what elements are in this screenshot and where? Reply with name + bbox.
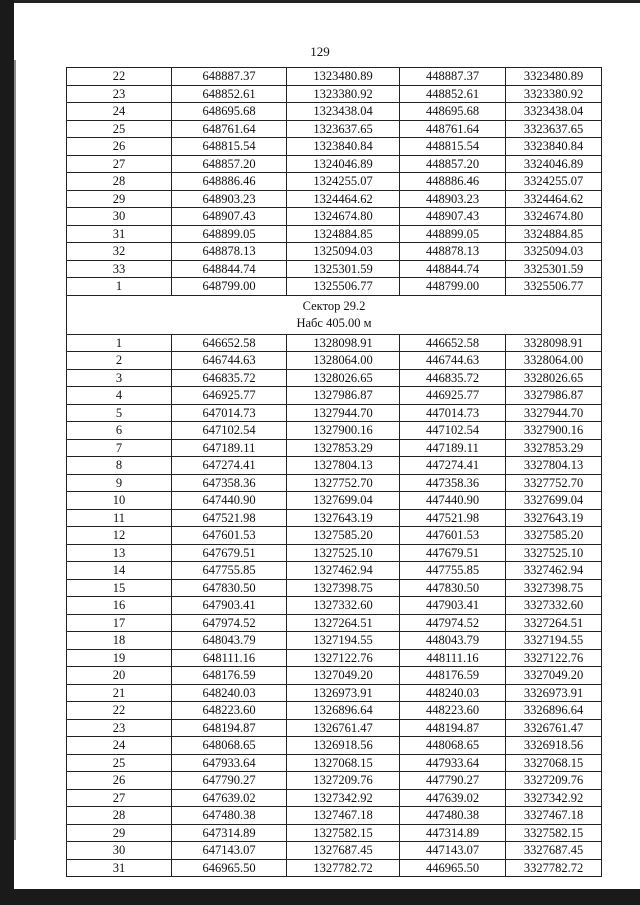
point-number-cell: 23 <box>67 719 172 737</box>
x2-coordinate-cell: 447440.90 <box>400 492 506 510</box>
point-number-cell: 33 <box>67 260 172 278</box>
point-number-cell: 22 <box>67 702 172 720</box>
y-coordinate-cell: 1326761.47 <box>287 719 400 737</box>
table-row <box>67 527 602 545</box>
y-coordinate-cell: 1323380.92 <box>287 85 400 103</box>
y2-coordinate-cell: 3327194.55 <box>506 632 602 650</box>
y-coordinate-cell: 1327585.20 <box>287 527 400 545</box>
x2-coordinate-cell: 448887.37 <box>400 68 506 86</box>
point-number-cell: 28 <box>67 173 172 191</box>
y2-coordinate-cell: 3327944.70 <box>506 404 602 422</box>
x-coordinate-cell: 648240.03 <box>172 684 287 702</box>
y-coordinate-cell: 1327398.75 <box>287 579 400 597</box>
x2-coordinate-cell: 446965.50 <box>400 859 506 877</box>
y-coordinate-cell: 1327944.70 <box>287 404 400 422</box>
x2-coordinate-cell: 448240.03 <box>400 684 506 702</box>
y2-coordinate-cell: 3327049.20 <box>506 667 602 685</box>
table-row <box>67 702 602 720</box>
x2-coordinate-cell: 448899.05 <box>400 225 506 243</box>
scan-border-left <box>0 0 14 905</box>
x2-coordinate-cell: 448695.68 <box>400 103 506 121</box>
x-coordinate-cell: 648111.16 <box>172 649 287 667</box>
y2-coordinate-cell: 3327585.20 <box>506 527 602 545</box>
x-coordinate-cell: 648194.87 <box>172 719 287 737</box>
y-coordinate-cell: 1327332.60 <box>287 597 400 615</box>
y-coordinate-cell: 1327804.13 <box>287 457 400 475</box>
x-coordinate-cell: 648043.79 <box>172 632 287 650</box>
x-coordinate-cell: 646965.50 <box>172 859 287 877</box>
point-number-cell: 19 <box>67 649 172 667</box>
x-coordinate-cell: 648761.64 <box>172 120 287 138</box>
y-coordinate-cell: 1327900.16 <box>287 422 400 440</box>
table-row <box>67 352 602 370</box>
table-row <box>67 190 602 208</box>
x2-coordinate-cell: 447755.85 <box>400 562 506 580</box>
x-coordinate-cell: 647314.89 <box>172 824 287 842</box>
y2-coordinate-cell: 3326761.47 <box>506 719 602 737</box>
point-number-cell: 24 <box>67 737 172 755</box>
table-row <box>67 155 602 173</box>
y-coordinate-cell: 1325301.59 <box>287 260 400 278</box>
y2-coordinate-cell: 3323637.65 <box>506 120 602 138</box>
sector-header-cell <box>67 295 602 334</box>
y-coordinate-cell: 1323438.04 <box>287 103 400 121</box>
point-number-cell: 17 <box>67 614 172 632</box>
y2-coordinate-cell: 3324884.85 <box>506 225 602 243</box>
x2-coordinate-cell: 448857.20 <box>400 155 506 173</box>
y-coordinate-cell: 1327122.76 <box>287 649 400 667</box>
point-number-cell: 27 <box>67 789 172 807</box>
table-row <box>67 120 602 138</box>
y2-coordinate-cell: 3326918.56 <box>506 737 602 755</box>
y2-coordinate-cell: 3323438.04 <box>506 103 602 121</box>
y-coordinate-cell: 1326973.91 <box>287 684 400 702</box>
x-coordinate-cell: 647755.85 <box>172 562 287 580</box>
y2-coordinate-cell: 3327582.15 <box>506 824 602 842</box>
y-coordinate-cell: 1327264.51 <box>287 614 400 632</box>
y-coordinate-cell: 1328064.00 <box>287 352 400 370</box>
y2-coordinate-cell: 3325301.59 <box>506 260 602 278</box>
x2-coordinate-cell: 446744.63 <box>400 352 506 370</box>
x-coordinate-cell: 648844.74 <box>172 260 287 278</box>
point-number-cell: 23 <box>67 85 172 103</box>
x-coordinate-cell: 647274.41 <box>172 457 287 475</box>
y-coordinate-cell: 1327853.29 <box>287 439 400 457</box>
x-coordinate-cell: 648695.68 <box>172 103 287 121</box>
y2-coordinate-cell: 3326973.91 <box>506 684 602 702</box>
table-row <box>67 260 602 278</box>
x-coordinate-cell: 647102.54 <box>172 422 287 440</box>
point-number-cell: 21 <box>67 684 172 702</box>
table-row <box>67 492 602 510</box>
x-coordinate-cell: 647189.11 <box>172 439 287 457</box>
x2-coordinate-cell: 447974.52 <box>400 614 506 632</box>
y2-coordinate-cell: 3327853.29 <box>506 439 602 457</box>
y2-coordinate-cell: 3323380.92 <box>506 85 602 103</box>
table-row <box>67 562 602 580</box>
table-row <box>67 842 602 860</box>
point-number-cell: 10 <box>67 492 172 510</box>
x-coordinate-cell: 648887.37 <box>172 68 287 86</box>
y2-coordinate-cell: 3327643.19 <box>506 509 602 527</box>
table-row <box>67 439 602 457</box>
point-number-cell: 26 <box>67 772 172 790</box>
x-coordinate-cell: 647790.27 <box>172 772 287 790</box>
table-row <box>67 243 602 261</box>
page-number: 129 <box>310 44 330 59</box>
point-number-cell: 15 <box>67 579 172 597</box>
table-row <box>67 789 602 807</box>
table-row <box>67 754 602 772</box>
point-number-cell: 30 <box>67 208 172 226</box>
sector-title: Сектор 29.2 <box>302 298 366 313</box>
x-coordinate-cell: 648068.65 <box>172 737 287 755</box>
y2-coordinate-cell: 3325506.77 <box>506 278 602 296</box>
x-coordinate-cell: 647480.38 <box>172 807 287 825</box>
y2-coordinate-cell: 3326896.64 <box>506 702 602 720</box>
x2-coordinate-cell: 447790.27 <box>400 772 506 790</box>
sector-header-row <box>67 295 602 334</box>
x-coordinate-cell: 648223.60 <box>172 702 287 720</box>
x-coordinate-cell: 646835.72 <box>172 369 287 387</box>
y2-coordinate-cell: 3328098.91 <box>506 334 602 352</box>
y-coordinate-cell: 1327462.94 <box>287 562 400 580</box>
point-number-cell: 14 <box>67 562 172 580</box>
y2-coordinate-cell: 3327986.87 <box>506 387 602 405</box>
scan-border-top <box>0 0 640 3</box>
y2-coordinate-cell: 3327462.94 <box>506 562 602 580</box>
x2-coordinate-cell: 448799.00 <box>400 278 506 296</box>
x2-coordinate-cell: 448111.16 <box>400 649 506 667</box>
y-coordinate-cell: 1323637.65 <box>287 120 400 138</box>
table-row <box>67 68 602 86</box>
point-number-cell: 16 <box>67 597 172 615</box>
x-coordinate-cell: 648899.05 <box>172 225 287 243</box>
point-number-cell: 6 <box>67 422 172 440</box>
y2-coordinate-cell: 3327699.04 <box>506 492 602 510</box>
x-coordinate-cell: 647358.36 <box>172 474 287 492</box>
y2-coordinate-cell: 3327525.10 <box>506 544 602 562</box>
x2-coordinate-cell: 447102.54 <box>400 422 506 440</box>
y-coordinate-cell: 1327467.18 <box>287 807 400 825</box>
y-coordinate-cell: 1327209.76 <box>287 772 400 790</box>
point-number-cell: 7 <box>67 439 172 457</box>
table-row <box>67 597 602 615</box>
x2-coordinate-cell: 447639.02 <box>400 789 506 807</box>
y-coordinate-cell: 1327582.15 <box>287 824 400 842</box>
x-coordinate-cell: 648815.54 <box>172 138 287 156</box>
point-number-cell: 1 <box>67 334 172 352</box>
x-coordinate-cell: 648799.00 <box>172 278 287 296</box>
y-coordinate-cell: 1325094.03 <box>287 243 400 261</box>
table-row <box>67 632 602 650</box>
scan-border-bottom <box>0 889 640 905</box>
x-coordinate-cell: 648907.43 <box>172 208 287 226</box>
x-coordinate-cell: 647974.52 <box>172 614 287 632</box>
x2-coordinate-cell: 447903.41 <box>400 597 506 615</box>
y-coordinate-cell: 1327342.92 <box>287 789 400 807</box>
x-coordinate-cell: 647933.64 <box>172 754 287 772</box>
y-coordinate-cell: 1327525.10 <box>287 544 400 562</box>
x2-coordinate-cell: 447521.98 <box>400 509 506 527</box>
x2-coordinate-cell: 448844.74 <box>400 260 506 278</box>
y2-coordinate-cell: 3327122.76 <box>506 649 602 667</box>
point-number-cell: 30 <box>67 842 172 860</box>
point-number-cell: 32 <box>67 243 172 261</box>
x-coordinate-cell: 648886.46 <box>172 173 287 191</box>
table-row <box>67 457 602 475</box>
table-row <box>67 387 602 405</box>
point-number-cell: 4 <box>67 387 172 405</box>
table-row <box>67 667 602 685</box>
table-row <box>67 474 602 492</box>
x-coordinate-cell: 647014.73 <box>172 404 287 422</box>
x-coordinate-cell: 648852.61 <box>172 85 287 103</box>
table-row <box>67 684 602 702</box>
y-coordinate-cell: 1324255.07 <box>287 173 400 191</box>
y-coordinate-cell: 1327782.72 <box>287 859 400 877</box>
x2-coordinate-cell: 447679.51 <box>400 544 506 562</box>
y2-coordinate-cell: 3327342.92 <box>506 789 602 807</box>
point-number-cell: 18 <box>67 632 172 650</box>
table-row <box>67 649 602 667</box>
x2-coordinate-cell: 448761.64 <box>400 120 506 138</box>
y-coordinate-cell: 1327194.55 <box>287 632 400 650</box>
table-row <box>67 859 602 877</box>
y-coordinate-cell: 1327068.15 <box>287 754 400 772</box>
x2-coordinate-cell: 448878.13 <box>400 243 506 261</box>
x2-coordinate-cell: 446835.72 <box>400 369 506 387</box>
y-coordinate-cell: 1324884.85 <box>287 225 400 243</box>
rows-after <box>67 334 602 877</box>
point-number-cell: 26 <box>67 138 172 156</box>
x2-coordinate-cell: 447274.41 <box>400 457 506 475</box>
point-number-cell: 5 <box>67 404 172 422</box>
coordinates-table <box>66 67 602 877</box>
x2-coordinate-cell: 447358.36 <box>400 474 506 492</box>
x2-coordinate-cell: 448903.23 <box>400 190 506 208</box>
table-row <box>67 138 602 156</box>
y-coordinate-cell: 1328098.91 <box>287 334 400 352</box>
x2-coordinate-cell: 447830.50 <box>400 579 506 597</box>
y2-coordinate-cell: 3324464.62 <box>506 190 602 208</box>
x2-coordinate-cell: 448194.87 <box>400 719 506 737</box>
point-number-cell: 31 <box>67 225 172 243</box>
y2-coordinate-cell: 3327068.15 <box>506 754 602 772</box>
y2-coordinate-cell: 3324674.80 <box>506 208 602 226</box>
x2-coordinate-cell: 448043.79 <box>400 632 506 650</box>
x-coordinate-cell: 646744.63 <box>172 352 287 370</box>
table-row <box>67 824 602 842</box>
y-coordinate-cell: 1327687.45 <box>287 842 400 860</box>
x2-coordinate-cell: 447143.07 <box>400 842 506 860</box>
y2-coordinate-cell: 3327900.16 <box>506 422 602 440</box>
point-number-cell: 28 <box>67 807 172 825</box>
x2-coordinate-cell: 448176.59 <box>400 667 506 685</box>
x2-coordinate-cell: 448886.46 <box>400 173 506 191</box>
table-row <box>67 334 602 352</box>
x-coordinate-cell: 647830.50 <box>172 579 287 597</box>
y2-coordinate-cell: 3327752.70 <box>506 474 602 492</box>
table-row <box>67 103 602 121</box>
y2-coordinate-cell: 3328064.00 <box>506 352 602 370</box>
point-number-cell: 12 <box>67 527 172 545</box>
y-coordinate-cell: 1323480.89 <box>287 68 400 86</box>
x2-coordinate-cell: 446925.77 <box>400 387 506 405</box>
point-number-cell: 24 <box>67 103 172 121</box>
y-coordinate-cell: 1326918.56 <box>287 737 400 755</box>
y2-coordinate-cell: 3328026.65 <box>506 369 602 387</box>
table-row <box>67 422 602 440</box>
table-row <box>67 173 602 191</box>
x2-coordinate-cell: 447014.73 <box>400 404 506 422</box>
rows-before <box>67 68 602 296</box>
x-coordinate-cell: 646652.58 <box>172 334 287 352</box>
point-number-cell: 9 <box>67 474 172 492</box>
table-row <box>67 719 602 737</box>
table-row <box>67 369 602 387</box>
point-number-cell: 31 <box>67 859 172 877</box>
y-coordinate-cell: 1326896.64 <box>287 702 400 720</box>
y-coordinate-cell: 1323840.84 <box>287 138 400 156</box>
table-row <box>67 225 602 243</box>
y2-coordinate-cell: 3323480.89 <box>506 68 602 86</box>
point-number-cell: 25 <box>67 754 172 772</box>
x-coordinate-cell: 647639.02 <box>172 789 287 807</box>
x-coordinate-cell: 648878.13 <box>172 243 287 261</box>
y-coordinate-cell: 1324046.89 <box>287 155 400 173</box>
x2-coordinate-cell: 448852.61 <box>400 85 506 103</box>
y2-coordinate-cell: 3324046.89 <box>506 155 602 173</box>
y2-coordinate-cell: 3327804.13 <box>506 457 602 475</box>
x2-coordinate-cell: 447314.89 <box>400 824 506 842</box>
y-coordinate-cell: 1327699.04 <box>287 492 400 510</box>
y2-coordinate-cell: 3327209.76 <box>506 772 602 790</box>
x-coordinate-cell: 646925.77 <box>172 387 287 405</box>
y-coordinate-cell: 1325506.77 <box>287 278 400 296</box>
x-coordinate-cell: 647601.53 <box>172 527 287 545</box>
x2-coordinate-cell: 447189.11 <box>400 439 506 457</box>
table-row <box>67 278 602 296</box>
y2-coordinate-cell: 3325094.03 <box>506 243 602 261</box>
x2-coordinate-cell: 448815.54 <box>400 138 506 156</box>
x2-coordinate-cell: 448223.60 <box>400 702 506 720</box>
point-number-cell: 13 <box>67 544 172 562</box>
y2-coordinate-cell: 3327687.45 <box>506 842 602 860</box>
point-number-cell: 29 <box>67 190 172 208</box>
sector-header-section <box>67 295 602 334</box>
y-coordinate-cell: 1324464.62 <box>287 190 400 208</box>
sector-elevation: Набс 405.00 м <box>296 315 372 330</box>
y2-coordinate-cell: 3323840.84 <box>506 138 602 156</box>
table-row <box>67 772 602 790</box>
point-number-cell: 20 <box>67 667 172 685</box>
y-coordinate-cell: 1327049.20 <box>287 667 400 685</box>
table-row <box>67 509 602 527</box>
point-number-cell: 27 <box>67 155 172 173</box>
x2-coordinate-cell: 447933.64 <box>400 754 506 772</box>
scan-edge-line <box>14 60 16 840</box>
point-number-cell: 1 <box>67 278 172 296</box>
point-number-cell: 2 <box>67 352 172 370</box>
table-row <box>67 614 602 632</box>
table-row <box>67 579 602 597</box>
point-number-cell: 22 <box>67 68 172 86</box>
table-row <box>67 807 602 825</box>
x-coordinate-cell: 647440.90 <box>172 492 287 510</box>
table-row <box>67 544 602 562</box>
y-coordinate-cell: 1327752.70 <box>287 474 400 492</box>
point-number-cell: 29 <box>67 824 172 842</box>
x2-coordinate-cell: 447480.38 <box>400 807 506 825</box>
y-coordinate-cell: 1324674.80 <box>287 208 400 226</box>
table-row <box>67 737 602 755</box>
x-coordinate-cell: 648176.59 <box>172 667 287 685</box>
table-row <box>67 85 602 103</box>
y-coordinate-cell: 1328026.65 <box>287 369 400 387</box>
point-number-cell: 25 <box>67 120 172 138</box>
x-coordinate-cell: 647903.41 <box>172 597 287 615</box>
y2-coordinate-cell: 3327782.72 <box>506 859 602 877</box>
y2-coordinate-cell: 3324255.07 <box>506 173 602 191</box>
y-coordinate-cell: 1327643.19 <box>287 509 400 527</box>
x-coordinate-cell: 647143.07 <box>172 842 287 860</box>
x2-coordinate-cell: 448068.65 <box>400 737 506 755</box>
point-number-cell: 8 <box>67 457 172 475</box>
y2-coordinate-cell: 3327467.18 <box>506 807 602 825</box>
y2-coordinate-cell: 3327332.60 <box>506 597 602 615</box>
y2-coordinate-cell: 3327264.51 <box>506 614 602 632</box>
table-row <box>67 208 602 226</box>
x2-coordinate-cell: 446652.58 <box>400 334 506 352</box>
y2-coordinate-cell: 3327398.75 <box>506 579 602 597</box>
x-coordinate-cell: 647521.98 <box>172 509 287 527</box>
y-coordinate-cell: 1327986.87 <box>287 387 400 405</box>
point-number-cell: 3 <box>67 369 172 387</box>
x2-coordinate-cell: 447601.53 <box>400 527 506 545</box>
x-coordinate-cell: 647679.51 <box>172 544 287 562</box>
point-number-cell: 11 <box>67 509 172 527</box>
x-coordinate-cell: 648857.20 <box>172 155 287 173</box>
table-row <box>67 404 602 422</box>
x2-coordinate-cell: 448907.43 <box>400 208 506 226</box>
x-coordinate-cell: 648903.23 <box>172 190 287 208</box>
